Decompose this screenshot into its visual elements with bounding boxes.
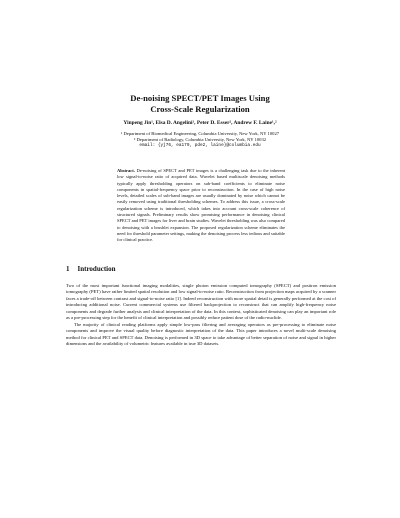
introduction-body: [66, 283, 336, 348]
paper-title: [60, 93, 340, 115]
affiliations: [60, 131, 340, 150]
title-line-1: De-noising SPECT/PET Images Using: [130, 93, 270, 103]
title-line-2: Cross-Scale Regularization: [150, 104, 250, 114]
section-number: 1: [66, 265, 70, 273]
section-heading: [66, 265, 116, 274]
author-list: Yinpeng Jin¹, Elsa D. Angelini¹, Peter D. Esser², Andrew F. Laine¹,²: [123, 120, 277, 126]
affiliation-1: ¹ Department of Biomedical Engineering, Columbia University, New York, NY 10027: [120, 131, 280, 136]
abstract-label: Abstract.: [117, 168, 135, 173]
paragraph: Two of the most important functional imaging modalities, single photon emission computed tomography (SPECT) and positron emission tomography (PET) have rather limited spatial resolution and low signal-to-noise ratio. Reconstruction from projection maps acquired by a scanner faces a trade-off between contrast and signal-to-noise ratio [1]. Indeed reconstruction with more spatial detail is generally performed at the cost of introducing additional noise. Current commercial systems use filtered backprojection to reconstruct that can amplify high-frequency noise components and degrade further analysis and clinical interpretation of the data. In this context, sophisticated denoising can play an important role as a pre-processing step for the benefit of clinical interpretation and possibly reduce patient dose of the radio-nuclide.: [66, 283, 336, 321]
abstract: [117, 168, 285, 244]
affiliation-2: ² Department of Radiology, Columbia University, New York, NY 10032: [133, 137, 267, 143]
section-title: Introduction: [77, 265, 116, 273]
abstract-text: De-noising of SPECT and PET images is a challenging task due to the inherent low signal-to-noise ratio of acquired data. Wavelet based multiscale denoising methods typically apply thresholding operators on sub-band coefficients to eliminate noise components in spatial-frequency space prior to reconstruction. In the case of high noise levels, detailed scales of sub-band images are usually dominated by noise which cannot be easily removed using traditional thresholding schemes. To address this issue, a cross-scale regularization scheme is introduced, which takes into account cross-scale coherence of structured signals. Preliminary results show promising performance in denoising clinical SPECT and PET images for liver and brain studies. Wavelet thresholding was also compared to denoising with a brushlet expansion. The proposed regularization scheme eliminates the need for threshold parameter settings, making the denoising process less tedious and suitable for clinical practice.: [117, 168, 285, 243]
paragraph: The majority of clinical reading platforms apply simple low-pass filtering and averaging operators as pre-processing to eliminate noise components and improve the visual quality before diagnostic interpretation of the data. This paper introduces a novel multi-scale denoising method for clinical PET and SPECT data. Denoising is performed in 3D space to take advantage of better separation of noise and signal in higher dimensions and the availability of volumetric features available in true 3D datasets.: [66, 321, 336, 347]
author-emails: email: {yj76, ea179, pde2, laine}@columbia.edu: [139, 143, 261, 149]
